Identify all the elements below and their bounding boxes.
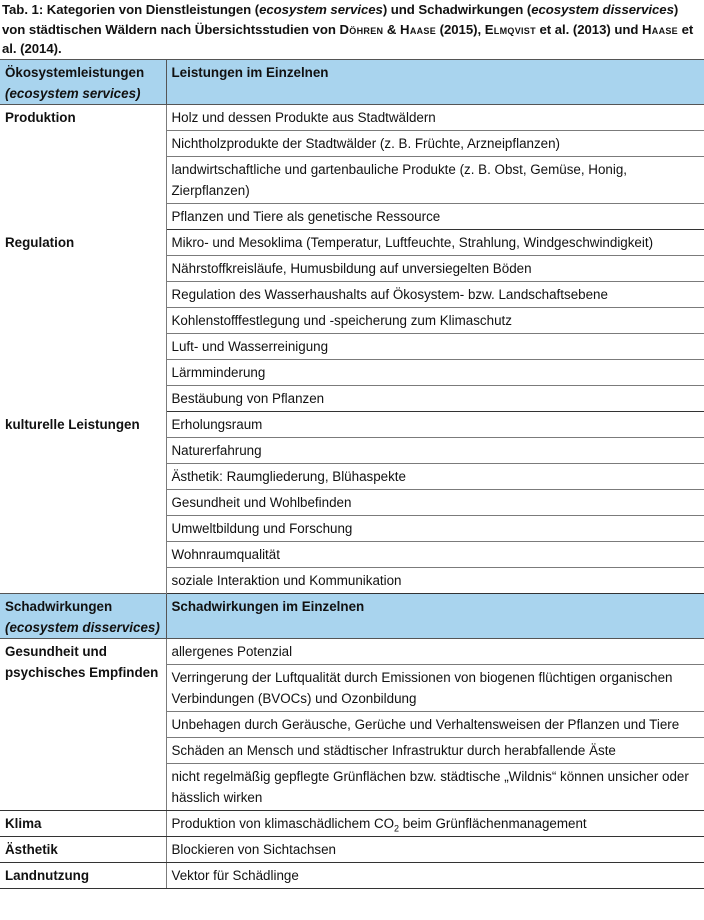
item-cell: nicht regelmäßig gepflegte Grünflächen bzw. städtische „Wildnis“ können unsicher oder hässlich wirken (166, 764, 704, 811)
category-cell: Klima (0, 811, 166, 837)
table-header-disservices (0, 594, 704, 639)
header-category-sublabel: (ecosystem disservices) (5, 620, 160, 635)
item-cell: Verringerung der Luftqualität durch Emissionen von biogenen flüchtigen organischen Verbindungen (BVOCs) und Ozonbildung (166, 665, 704, 712)
item-cell: Kohlenstofffestlegung und -speicherung zum Klimaschutz (166, 308, 704, 334)
category-cell: Landnutzung (0, 863, 166, 889)
table-header-services (0, 60, 704, 105)
header-category-sublabel: (ecosystem services) (5, 86, 141, 101)
header-detail-cell: Leistungen im Einzelnen (166, 60, 704, 105)
item-cell: allergenes Potenzial (166, 639, 704, 665)
item-cell: Unbehagen durch Geräusche, Gerüche und Verhaltensweisen der Pflanzen und Tiere (166, 712, 704, 738)
caption-italic-term: ecosystem services (259, 2, 383, 17)
caption-author: Haase (400, 21, 437, 37)
item-cell: Nährstoffkreisläufe, Humusbildung auf unversiegelten Böden (166, 256, 704, 282)
item-subscript: 2 (394, 823, 400, 834)
item-cell: Naturerfahrung (166, 438, 704, 464)
item-cell: Schäden an Mensch und städtischer Infrastruktur durch herabfallende Äste (166, 738, 704, 764)
header-category-label: Ökosystemleistungen (5, 65, 145, 80)
caption-label: Tab. 1: (2, 2, 44, 17)
item-cell: Erholungsraum (166, 412, 704, 438)
table-row (0, 863, 704, 889)
item-cell: Lärmminderung (166, 360, 704, 386)
item-cell: Mikro- und Mesoklima (Temperatur, Luftfeuchte, Strahlung, Windgeschwindigkeit) (166, 230, 704, 256)
item-text: Produktion von klimaschädlichem CO (171, 816, 395, 831)
table-row (0, 811, 704, 837)
item-cell: Ästhetik: Raumgliederung, Blühaspekte (166, 464, 704, 490)
table-row (0, 230, 704, 256)
caption-author: Elmqvist (484, 21, 536, 37)
item-cell: Vektor für Schädlinge (166, 863, 704, 889)
caption-text: et al. (2014). (2, 21, 694, 56)
header-category-cell (0, 594, 166, 639)
item-text: beim Grünflächenmanagement (399, 816, 587, 831)
table-body (0, 60, 704, 889)
category-cell: Produktion (0, 105, 166, 230)
table-row (0, 639, 704, 665)
category-cell: Ästhetik (0, 837, 166, 863)
item-cell: Luft- und Wasserreinigung (166, 334, 704, 360)
category-cell: Regulation (0, 230, 166, 412)
caption-text: et al. (2013) und (535, 21, 642, 37)
item-cell (166, 811, 704, 837)
table-caption (0, 0, 704, 59)
item-cell: Nichtholzprodukte der Stadtwälder (z. B. Früchte, Arzneipflanzen) (166, 131, 704, 157)
caption-italic-term: ecosystem disservices (531, 2, 674, 17)
table-row (0, 412, 704, 438)
category-cell: kulturelle Leistungen (0, 412, 166, 594)
item-cell: Pflanzen und Tiere als genetische Ressource (166, 204, 704, 230)
ecosystem-services-table (0, 59, 704, 889)
item-cell: Regulation des Wasserhaushalts auf Ökosystem- bzw. Landschaftsebene (166, 282, 704, 308)
table-row (0, 105, 704, 131)
header-category-label: Schadwirkungen (5, 599, 113, 614)
item-cell: landwirtschaftliche und gartenbauliche Produkte (z. B. Obst, Gemüse, Honig, Zierpflanzen) (166, 157, 704, 204)
item-cell: Blockieren von Sichtachsen (166, 837, 704, 863)
item-cell: Holz und dessen Produkte aus Stadtwäldern (166, 105, 704, 131)
item-cell: Gesundheit und Wohlbefinden (166, 490, 704, 516)
category-cell: Gesundheit und psychisches Empfinden (0, 639, 166, 811)
item-cell: soziale Interaktion und Kommunikation (166, 568, 704, 594)
item-cell: Wohnraumqualität (166, 542, 704, 568)
item-cell: Umweltbildung und Forschung (166, 516, 704, 542)
caption-text: Kategorien von Dienstleistungen ( (43, 2, 260, 17)
caption-author: Haase (641, 21, 678, 37)
caption-author: Döhren (339, 21, 384, 37)
caption-text: ) und Schadwirkungen ( (382, 2, 532, 17)
item-cell: Bestäubung von Pflanzen (166, 386, 704, 412)
table-row (0, 837, 704, 863)
caption-text: & (383, 21, 400, 37)
caption-text: ) von städtischen Wäldern nach Übersichtsstudien von (2, 2, 679, 37)
header-category-cell (0, 60, 166, 105)
header-detail-cell: Schadwirkungen im Einzelnen (166, 594, 704, 639)
caption-text: (2015), (436, 21, 485, 37)
